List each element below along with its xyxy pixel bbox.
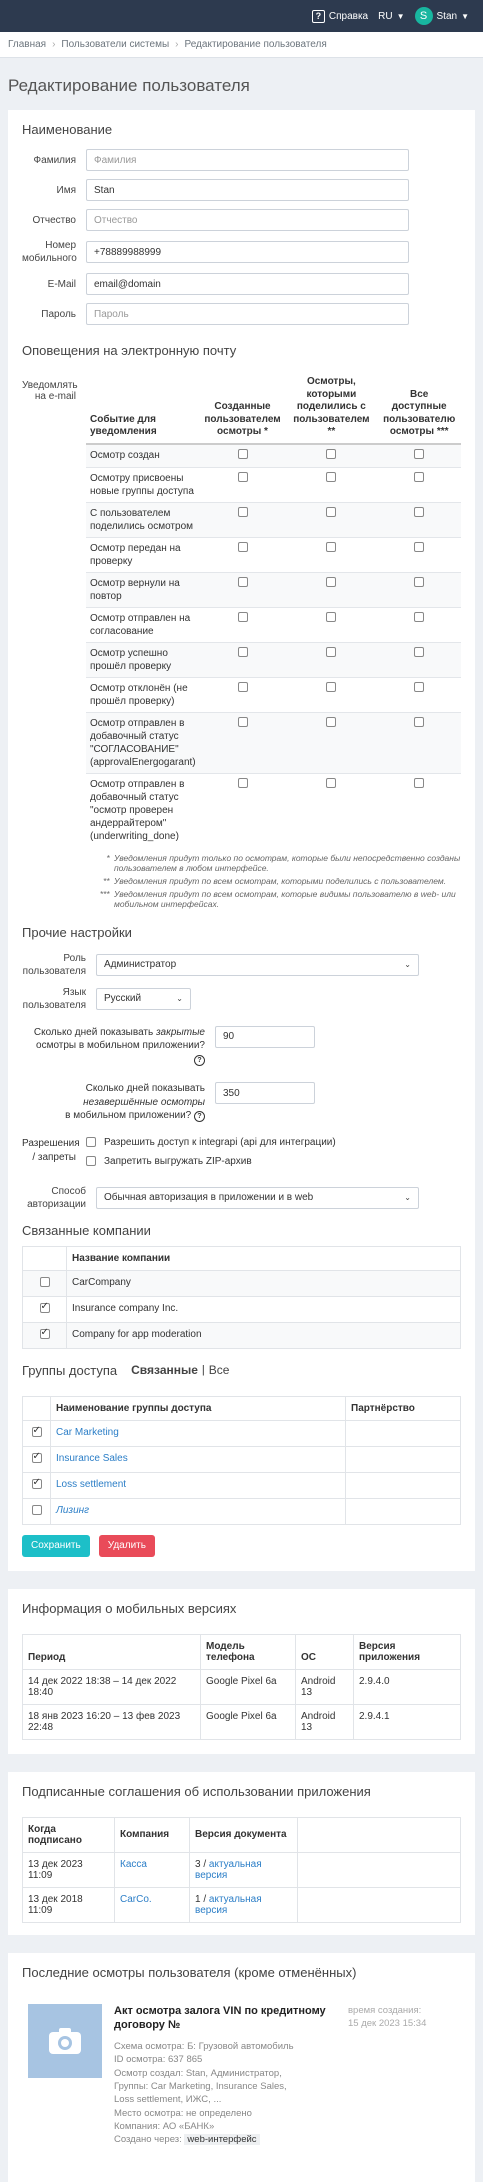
inspection-details: Акт осмотра залога VIN по кредитному договору № Схема осмотра: Б: Грузовой автомобиль ID осмотра: 637 865 Осмотр создал: Stan, Администратор, Группы: Car Marketing, Insurance Sales, Loss settlement, ИЖС, ... Место осмотра: не определено Компания: АО «БАНК» Создано через: web-интерфейс bbox=[114, 2004, 336, 2147]
company-row bbox=[23, 1322, 461, 1348]
middlename-input[interactable]: Отчество bbox=[86, 209, 409, 231]
mobile-version-cell: 18 янв 2023 16:20 – 13 фев 2023 22:48 bbox=[23, 1704, 201, 1739]
col-own: Созданные пользователем осмотры * bbox=[200, 372, 286, 444]
help-label: Справка bbox=[328, 10, 369, 22]
companies-table bbox=[22, 1246, 461, 1349]
col-event: Событие для уведомления bbox=[86, 372, 200, 444]
lastname-label: Фамилия bbox=[33, 154, 76, 166]
event-label: Осмотр отправлен в добавочный статус "осмотр проверен андеррайтером" (underwriting_done) bbox=[86, 773, 200, 847]
col-partnership: Партнёрство bbox=[346, 1396, 461, 1420]
chevron-down-icon: ⌄ bbox=[404, 1193, 411, 1202]
mobile-version-row bbox=[23, 1704, 461, 1739]
notify-checkbox[interactable] bbox=[238, 577, 248, 587]
lastname-input[interactable]: Фамилия bbox=[86, 149, 409, 171]
lastname-row bbox=[22, 149, 461, 171]
notification-row bbox=[86, 773, 461, 847]
firstname-row bbox=[22, 179, 461, 201]
access-groups-title: Группы доступа bbox=[22, 1362, 118, 1378]
breadcrumb-separator: › bbox=[52, 39, 56, 50]
notification-row bbox=[86, 607, 461, 642]
phone-input[interactable]: +78889988999 bbox=[86, 241, 409, 263]
company-checkbox[interactable] bbox=[40, 1303, 50, 1313]
notifications-table bbox=[86, 372, 461, 847]
agreement-date: 13 дек 2018 11:09 bbox=[23, 1887, 115, 1922]
notify-checkbox[interactable] bbox=[414, 542, 424, 552]
agreement-company-link[interactable]: Касса bbox=[120, 1858, 147, 1870]
col-group-name: Наименование группы доступа bbox=[51, 1396, 346, 1420]
mobile-version-row bbox=[23, 1669, 461, 1704]
closed-days-row bbox=[22, 1026, 461, 1067]
delete-button[interactable]: Удалить bbox=[99, 1535, 155, 1557]
auth-select[interactable]: Обычная авторизация в приложении и в web ⌄ bbox=[96, 1187, 419, 1209]
company-checkbox[interactable] bbox=[40, 1329, 50, 1339]
mobile-versions-card bbox=[8, 1589, 475, 1754]
middlename-row bbox=[22, 209, 461, 231]
notify-checkbox[interactable] bbox=[326, 542, 336, 552]
email-row bbox=[22, 273, 461, 295]
breadcrumb-current: Редактирование пользователя bbox=[184, 39, 327, 50]
notify-checkbox[interactable] bbox=[238, 612, 248, 622]
chevron-down-icon: ▼ bbox=[396, 11, 405, 21]
permission-integrapi[interactable]: Разрешить доступ к integrapi (api для интеграции) bbox=[86, 1137, 336, 1148]
footnote: ** Уведомления придут по всем осмотрам, которыми поделились с пользователем. bbox=[103, 875, 447, 886]
other-settings-title: Прочие настройки bbox=[22, 924, 132, 940]
user-menu[interactable] bbox=[415, 7, 470, 25]
password-label: Пароль bbox=[41, 308, 76, 320]
notify-checkbox[interactable] bbox=[326, 507, 336, 517]
access-groups-table bbox=[22, 1396, 461, 1525]
breadcrumb-separator: › bbox=[175, 39, 179, 50]
company-name: Insurance company Inc. bbox=[67, 1296, 461, 1322]
mobile-version-cell: Google Pixel 6a bbox=[201, 1704, 296, 1739]
event-label: Осмотр успешно прошёл проверку bbox=[86, 642, 200, 677]
role-select[interactable]: Администратор ⌄ bbox=[96, 954, 419, 976]
permissions-row bbox=[22, 1137, 461, 1175]
event-label: Осмотр отправлен на согласование bbox=[86, 607, 200, 642]
breadcrumb bbox=[0, 32, 483, 58]
event-label: Осмотр отправлен в добавочный статус "СОГЛАСОВАНИЕ" (approvalEnergogarant) bbox=[86, 712, 200, 773]
email-input[interactable]: email@domain bbox=[86, 273, 409, 295]
tab-linked[interactable]: Связанные bbox=[131, 1363, 198, 1377]
notify-checkbox[interactable] bbox=[414, 472, 424, 482]
agreement-date: 13 дек 2023 11:09 bbox=[23, 1852, 115, 1887]
notify-checkbox[interactable] bbox=[414, 612, 424, 622]
top-navbar bbox=[0, 0, 483, 32]
company-name: CarCompany bbox=[67, 1270, 461, 1296]
permissions-label: Разрешения / запреты bbox=[22, 1137, 80, 1163]
form-actions bbox=[22, 1535, 461, 1557]
page-title: Редактирование пользователя bbox=[8, 76, 250, 95]
access-group-row bbox=[23, 1446, 461, 1472]
notify-checkbox[interactable] bbox=[238, 507, 248, 517]
group-link[interactable]: Car Marketing bbox=[56, 1426, 119, 1438]
language-label: Язык пользователя bbox=[22, 986, 86, 1011]
agreement-version-link[interactable]: актуальная версия bbox=[195, 1858, 262, 1881]
group-partnership bbox=[346, 1446, 461, 1472]
name-section-title: Наименование bbox=[22, 122, 113, 137]
language-select[interactable]: Русский ⌄ bbox=[96, 988, 191, 1010]
camera-icon bbox=[48, 2027, 82, 2055]
group-partnership bbox=[346, 1420, 461, 1446]
question-icon[interactable]: ? bbox=[194, 1111, 205, 1122]
mobile-version-cell: Android 13 bbox=[296, 1669, 354, 1704]
inspection-thumbnail bbox=[28, 2004, 102, 2078]
notify-checkbox[interactable] bbox=[238, 472, 248, 482]
avatar: S bbox=[415, 7, 433, 25]
notify-checkbox[interactable] bbox=[326, 682, 336, 692]
agreement-row: 13 дек 2018 11:09 CarCo. 1 / актуальная версия bbox=[23, 1887, 461, 1922]
recent-inspections-title: Последние осмотры пользователя (кроме отменённых) bbox=[22, 1964, 357, 1980]
agreement-row: 13 дек 2023 11:09 Касса 3 / актуальная версия bbox=[23, 1852, 461, 1887]
group-checkbox[interactable] bbox=[32, 1479, 42, 1489]
tab-all[interactable]: Все bbox=[208, 1363, 230, 1377]
middlename-label: Отчество bbox=[32, 214, 76, 226]
notify-checkbox[interactable] bbox=[326, 472, 336, 482]
event-label: С пользователем поделились осмотром bbox=[86, 502, 200, 537]
breadcrumb-home[interactable]: Главная bbox=[8, 39, 47, 50]
phone-row bbox=[22, 239, 461, 265]
notify-checkbox[interactable] bbox=[326, 577, 336, 587]
notify-checkbox[interactable] bbox=[238, 449, 248, 459]
permissions-list bbox=[86, 1137, 336, 1175]
mobile-versions-table: Период Модель телефона ОС Версия приложения 14 дек 2022 18:38 – 14 дек 2022 18:40 Google Pixel 6a Android 13 2.9.4.0 18 янв 2023 16:20 – 13 фев 2023 22:48 Google Pixel 6a Android 13 2.9.4.1 bbox=[22, 1634, 461, 1740]
notification-row bbox=[86, 467, 461, 502]
notify-checkbox[interactable] bbox=[238, 542, 248, 552]
event-label: Осмотр передан на проверку bbox=[86, 537, 200, 572]
group-partnership bbox=[346, 1498, 461, 1524]
inspection-created-time: время создания: 15 дек 2023 15:34 bbox=[348, 2004, 427, 2029]
footnote: *** Уведомления придут по всем осмотрам, которые видимы пользователю в web- или мобильном интерфейсах. bbox=[100, 888, 456, 909]
notify-checkbox[interactable] bbox=[238, 717, 248, 727]
col-shared: Осмотры, которыми поделились с пользователем ** bbox=[285, 372, 377, 444]
agreements-title: Подписанные соглашения об использовании приложения bbox=[22, 1783, 371, 1799]
agreements-card bbox=[8, 1772, 475, 1935]
checkbox[interactable] bbox=[86, 1137, 96, 1147]
inspection-title[interactable]: Акт осмотра залога VIN по кредитному договору № bbox=[114, 2004, 326, 2031]
question-icon[interactable]: ? bbox=[194, 1055, 205, 1066]
notify-checkbox[interactable] bbox=[238, 778, 248, 788]
role-label: Роль пользователя bbox=[22, 952, 86, 977]
closed-days-label: Сколько дней показывать закрытые осмотры в мобильном приложении? ? bbox=[22, 1026, 215, 1067]
unfinished-days-row bbox=[22, 1082, 461, 1123]
unfinished-days-label: Сколько дней показывать незавершённые осмотры в мобильном приложении? ? bbox=[65, 1083, 205, 1121]
notify-checkbox[interactable] bbox=[238, 647, 248, 657]
event-label: Осмотр отклонён (не прошёл проверку) bbox=[86, 677, 200, 712]
notification-row bbox=[86, 712, 461, 773]
notification-row bbox=[86, 572, 461, 607]
mobile-version-cell: Google Pixel 6a bbox=[201, 1669, 296, 1704]
notify-checkbox[interactable] bbox=[414, 449, 424, 459]
password-input[interactable]: Пароль bbox=[86, 303, 409, 325]
agreement-company-link[interactable]: CarCo. bbox=[120, 1893, 152, 1905]
notify-checkbox[interactable] bbox=[414, 647, 424, 657]
group-checkbox[interactable] bbox=[32, 1453, 42, 1463]
role-row bbox=[22, 952, 461, 978]
mobile-version-cell: Android 13 bbox=[296, 1704, 354, 1739]
password-row bbox=[22, 303, 461, 325]
event-label: Осмотр вернули на повтор bbox=[86, 572, 200, 607]
save-button[interactable]: Сохранить bbox=[22, 1535, 90, 1557]
chevron-down-icon: ⌄ bbox=[176, 994, 183, 1003]
help-link[interactable] bbox=[312, 10, 368, 23]
auth-label: Способ авторизации bbox=[27, 1185, 86, 1210]
recent-inspections-card bbox=[8, 1953, 475, 2182]
permission-zip[interactable]: Запретить выгружать ZIP-архив bbox=[86, 1156, 336, 1167]
auth-row bbox=[22, 1185, 461, 1211]
notify-checkbox[interactable] bbox=[238, 682, 248, 692]
help-icon: ? bbox=[312, 10, 325, 23]
agreements-table: Когда подписано Компания Версия документа 13 дек 2023 11:09 Касса 3 / актуальная версия 13 дек 2018 11:09 CarCo. 1 / актуальная версия bbox=[22, 1817, 461, 1923]
group-link[interactable]: Лизинг bbox=[56, 1504, 90, 1516]
col-all: Все доступные пользователю осмотры *** bbox=[377, 372, 461, 444]
mobile-versions-title: Информация о мобильных версиях bbox=[22, 1600, 237, 1616]
chevron-down-icon: ⌄ bbox=[404, 960, 411, 969]
chevron-down-icon: ▼ bbox=[461, 11, 469, 21]
group-partnership bbox=[346, 1472, 461, 1498]
company-row bbox=[23, 1270, 461, 1296]
company-checkbox[interactable] bbox=[40, 1277, 50, 1287]
access-groups-header bbox=[22, 1363, 461, 1378]
closed-days-input[interactable]: 90 bbox=[215, 1026, 315, 1048]
mobile-version-cell: 14 дек 2022 18:38 – 14 дек 2022 18:40 bbox=[23, 1669, 201, 1704]
company-name: Company for app moderation bbox=[67, 1322, 461, 1348]
notify-checkbox[interactable] bbox=[326, 449, 336, 459]
created-via-badge: web-интерфейс bbox=[184, 2134, 259, 2145]
notify-checkbox[interactable] bbox=[326, 778, 336, 788]
user-form-card bbox=[8, 110, 475, 1571]
access-group-row bbox=[23, 1472, 461, 1498]
notification-row bbox=[86, 642, 461, 677]
group-link[interactable]: Loss settlement bbox=[56, 1478, 127, 1490]
notify-checkbox[interactable] bbox=[326, 717, 336, 727]
access-group-row bbox=[23, 1498, 461, 1524]
firstname-input[interactable]: Stan bbox=[86, 179, 409, 201]
checkbox[interactable] bbox=[86, 1156, 96, 1166]
language-dropdown[interactable] bbox=[378, 11, 404, 22]
group-checkbox[interactable] bbox=[32, 1505, 42, 1515]
firstname-label: Имя bbox=[56, 184, 76, 196]
tab-divider: | bbox=[201, 1364, 205, 1376]
agreement-version-link[interactable]: актуальная версия bbox=[195, 1893, 262, 1916]
notify-checkbox[interactable] bbox=[414, 507, 424, 517]
breadcrumb-users[interactable]: Пользователи системы bbox=[61, 39, 170, 50]
event-label: Осмотру присвоены новые группы доступа bbox=[86, 467, 200, 502]
notify-checkbox[interactable] bbox=[414, 717, 424, 727]
group-checkbox[interactable] bbox=[32, 1427, 42, 1437]
language-row bbox=[22, 986, 461, 1012]
company-row bbox=[23, 1296, 461, 1322]
notify-email-label: Уведомлять на e-mail bbox=[22, 380, 78, 402]
group-link[interactable]: Insurance Sales bbox=[56, 1452, 128, 1464]
notification-row bbox=[86, 537, 461, 572]
notification-row bbox=[86, 677, 461, 712]
notify-checkbox[interactable] bbox=[414, 577, 424, 587]
language-label: RU bbox=[378, 10, 393, 22]
notify-checkbox[interactable] bbox=[326, 612, 336, 622]
mobile-version-cell: 2.9.4.0 bbox=[354, 1669, 461, 1704]
notify-checkbox[interactable] bbox=[414, 682, 424, 692]
col-company-name: Название компании bbox=[67, 1246, 461, 1270]
email-label: E-Mail bbox=[47, 278, 76, 290]
notification-row bbox=[86, 502, 461, 537]
footnote: * Уведомления придут только по осмотрам, которые были непосредственно созданы пользователем в любом интерфейсе. bbox=[106, 852, 461, 873]
notifications-title: Оповещения на электронную почту bbox=[22, 343, 237, 358]
notification-row bbox=[86, 444, 461, 468]
access-group-row bbox=[23, 1420, 461, 1446]
phone-label: Номер мобильного bbox=[22, 240, 77, 264]
notify-checkbox[interactable] bbox=[414, 778, 424, 788]
mobile-version-cell: 2.9.4.1 bbox=[354, 1704, 461, 1739]
footnotes bbox=[96, 853, 461, 909]
event-label: Осмотр создан bbox=[86, 444, 200, 468]
notifications-block bbox=[22, 372, 461, 847]
notify-checkbox[interactable] bbox=[326, 647, 336, 657]
companies-title: Связанные компании bbox=[22, 1222, 151, 1238]
user-name: Stan bbox=[436, 10, 458, 22]
unfinished-days-input[interactable]: 350 bbox=[215, 1082, 315, 1104]
inspection-item[interactable] bbox=[22, 2004, 461, 2147]
